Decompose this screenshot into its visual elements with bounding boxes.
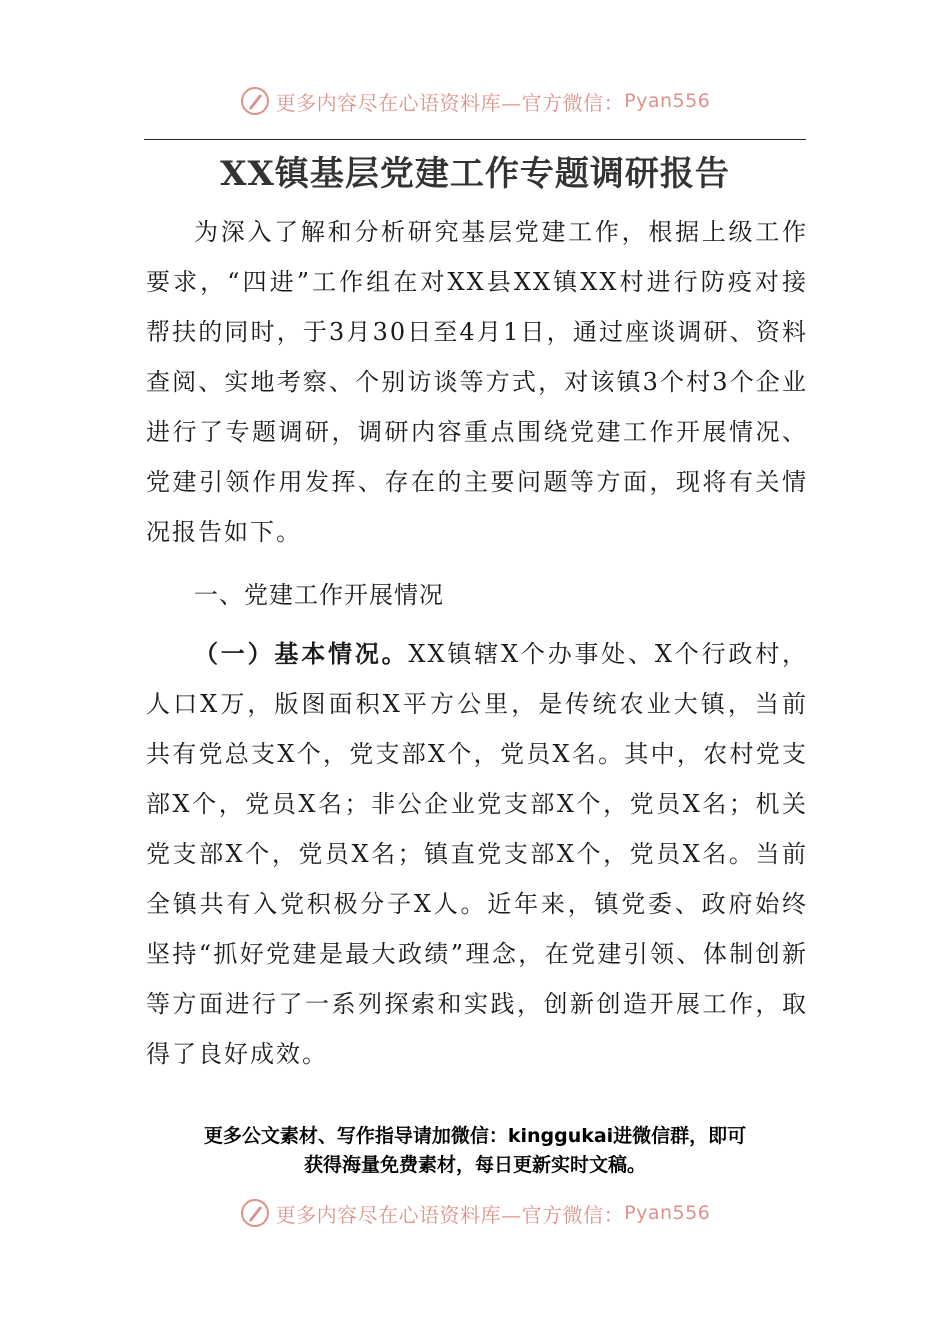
watermark-wechat-id: Pyan556	[624, 1202, 711, 1224]
intro-block	[146, 207, 808, 557]
promo-notice	[0, 1122, 950, 1180]
header-rule	[144, 139, 806, 140]
subsection-block	[146, 629, 808, 1079]
promo-line-2: 获得海量免费素材，每日更新实时文稿。	[303, 1154, 646, 1176]
subsection-body: XX镇辖X个办事处、X个行政村，人口X万，版图面积X平方公里，是传统农业大镇，当前共有党总支X个，党支部X个，党员X名。其中，农村党支部X个，党员X名；非公企业党支部X个，党员X名；机关党支部X个，党员X名；镇直党支部X个，党员X名。当前全镇共有入党积极分子X人。近年来，镇党委、政府始终坚持“抓好党建是最大政绩”理念，在党建引领、体制创新等方面进行了一系列探索和实践，创新创造开展工作，取得了良好成效。	[146, 640, 809, 1068]
subsection-paragraph	[146, 629, 808, 1079]
subsection-lead: （一）基本情况。	[194, 639, 409, 668]
header-watermark	[0, 86, 950, 116]
quill-logo-icon	[240, 1198, 270, 1228]
watermark-text: 更多内容尽在心语资料库—官方微信：	[275, 1202, 625, 1227]
footer-watermark	[0, 1198, 950, 1228]
quill-logo-icon	[240, 86, 270, 116]
document-title: XX镇基层党建工作专题调研报告	[220, 154, 730, 194]
watermark-wechat-id: Pyan556	[624, 90, 711, 112]
intro-paragraph: 为深入了解和分析研究基层党建工作，根据上级工作要求，“四进”工作组在对XX县XX镇XX村进行防疫对接帮扶的同时，于3月30日至4月1日，通过座谈调研、资料查阅、实地考察、个别访谈等方式，对该镇3个村3个企业进行了专题调研，调研内容重点围绕党建工作开展情况、党建引领作用发挥、存在的主要问题等方面，现将有关情况报告如下。	[146, 218, 808, 546]
watermark-text: 更多内容尽在心语资料库—官方微信：	[275, 90, 625, 115]
promo-line-1: 更多公文素材、写作指导请加微信：kinggukai进微信群，即可	[203, 1125, 747, 1147]
section-heading: 一、党建工作开展情况	[194, 581, 444, 609]
